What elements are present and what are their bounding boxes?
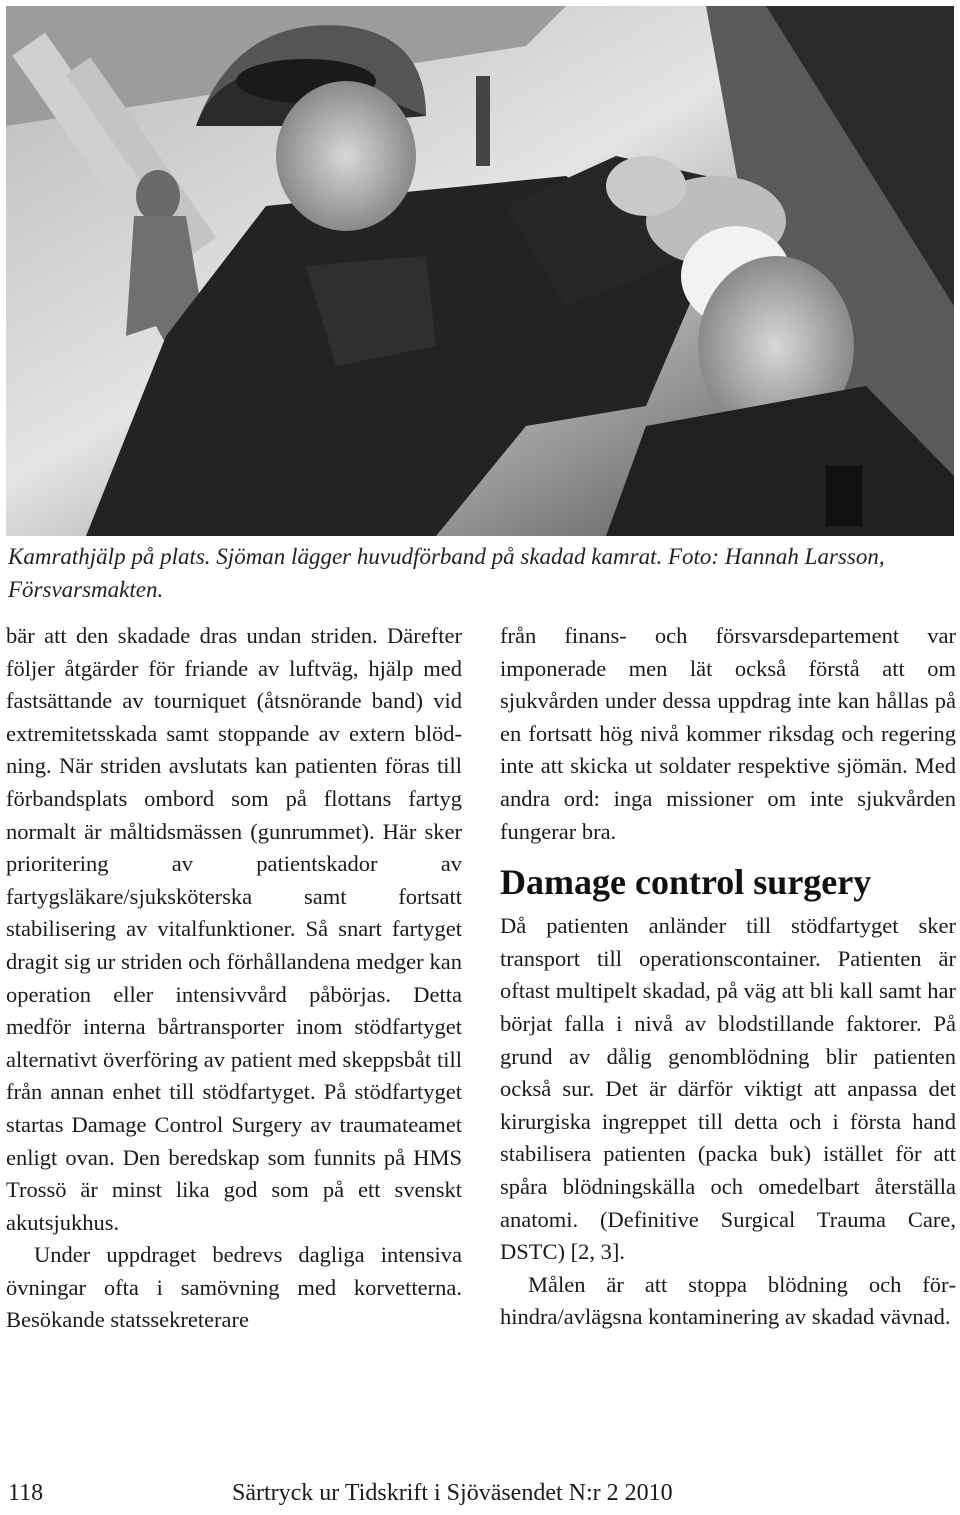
body-paragraph: bär att den skadade dras undan striden. Därefter följer åtgärder för friande av luftväg, hjälp med fastsättande av tourniquet (åtsnörande band) vid extremitetsskada samt stoppande av extern blödning. När striden avslutats kan patienten föras till förbandsplats ombord som på flottans fartyg normalt är måltidsmässen (gunrummet). Här sker prioritering av patientskador av fartygsläkare/sjuksköterska samt fortsatt stabilisering av vitalfunktioner. Så snart fartyget dragit sig ur striden och förhållandena medger kan operation eller intensivvård påbörjas. Detta medför interna bårtransporter inom stödfartyget alternativt överföring av patient med skeppsbåt till från annan enhet till stödfartyget. På stödfartyget startas Damage Control Surgery av traumateamet enligt ovan. Den beredskap som funnits på HMS Trossö är minst lika god som på ett svenskt akutsjukhus. xyxy=(6,623,462,1235)
left-column xyxy=(6,620,462,1337)
body-paragraph: från finans- och försvarsdepartement var imponerade men lät också förstå att om sjukvården under dessa uppdrag inte kan hållas på en fortsatt hög nivå kommer riksdag och regering inte att skicka ut soldater respektive sjömän. Med andra ord: inga missioner om inte sjukvården fungerar bra. xyxy=(500,623,956,844)
photo-illustration xyxy=(6,6,954,536)
body-paragraph: Målen är att stoppa blödning och förhindra/avlägsna kontaminering av skadad vävnad. xyxy=(500,1271,956,1330)
body-paragraph: Då patienten anländer till stödfartyget sker transport till operationscontainer. Patienten är oftast multipelt skadad, på väg att bli kall samt har börjat falla i nivå av blodstillande faktorer. På grund av dålig genomblödning blir patienten också sur. Det är därför viktigt att anpassa det kirurgiska ingreppet till detta och i första hand stabilisera patienten (packa buk) istället för att spåra blödningskälla och omedelbart återställa anatomi. (Definitive Surgical Trauma Care, DSTC) [2, 3]. xyxy=(500,913,956,1265)
article-photo xyxy=(6,6,954,536)
journal-reference: Särtryck ur Tidskrift i Sjöväsendet N:r 2 2010 xyxy=(232,1480,673,1506)
right-column xyxy=(500,620,956,1334)
page-footer xyxy=(6,1480,954,1514)
page-number: 118 xyxy=(8,1480,44,1506)
photo-caption: Kamrathjälp på plats. Sjöman lägger huvudförband på skadad kamrat. Foto: Hannah Larsson, Försvarsmakten. xyxy=(8,544,885,602)
section-heading: Damage control surgery xyxy=(500,862,872,903)
body-paragraph: Under uppdraget bedrevs dagliga intensiva övningar ofta i samövning med korvetterna. Besökande statssekreterare xyxy=(6,1242,462,1333)
